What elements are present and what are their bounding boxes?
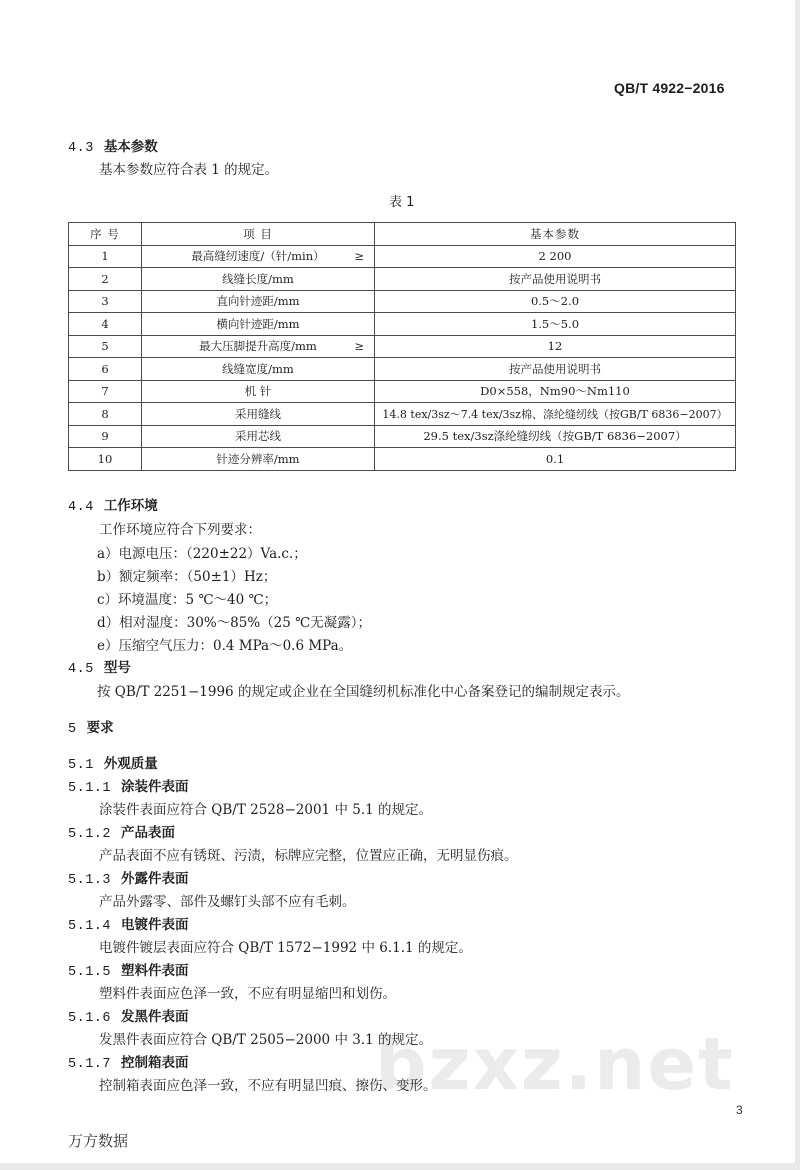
- subsection-5-1-1-text: 涂装件表面应符合 QB/T 2528−2001 中 5.1 的规定。: [99, 802, 432, 818]
- table-row: [69, 403, 736, 426]
- section-4-4-heading: [68, 494, 158, 515]
- table-row: [69, 268, 736, 291]
- subsection-5-1-7-text: 控制箱表面应色泽一致，不应有明显凹痕、擦伤、变形。: [99, 1078, 437, 1094]
- item-label: 横向针迹距/mm: [216, 316, 300, 331]
- item-label: 线缝长度/mm: [222, 271, 294, 286]
- watermark: bzxz.net: [375, 1022, 735, 1106]
- row-no: 10: [69, 448, 142, 471]
- table-caption: 表 1: [389, 195, 415, 210]
- table-row: [69, 313, 736, 336]
- source-label: 万方数据: [68, 1132, 129, 1150]
- env-item-a: a）电源电压：（220±22）Va.c.；: [97, 546, 307, 562]
- subsection-5-1-4-text: 电镀件镀层表面应符合 QB/T 1572−1992 中 6.1.1 的规定。: [99, 940, 472, 956]
- section-number: 5.1.6: [68, 1011, 112, 1026]
- row-item: [142, 425, 375, 448]
- section-title: 产品表面: [121, 825, 176, 841]
- row-value: D0×558，Nm90～Nm110: [375, 380, 736, 403]
- section-number: 4.5: [68, 662, 94, 677]
- subsection-5-1-2-heading: [68, 821, 175, 842]
- row-no: 6: [69, 358, 142, 381]
- row-value: 12: [375, 335, 736, 358]
- section-title: 工作环境: [103, 498, 158, 514]
- subsection-5-1-5-heading: [68, 959, 189, 980]
- subsection-5-1-1-heading: [68, 775, 189, 796]
- standard-code: QB/T 4922−2016: [614, 80, 725, 96]
- item-label: 采用芯线: [235, 429, 281, 444]
- row-item: [142, 290, 375, 313]
- item-label: 针迹分辨率/mm: [216, 451, 300, 466]
- row-no: 1: [69, 245, 142, 268]
- item-label: 线缝宽度/mm: [222, 361, 294, 376]
- section-number: 5: [68, 722, 77, 737]
- section-title: 外露件表面: [121, 871, 189, 887]
- table-header-row: [69, 223, 736, 246]
- row-value: 29.5 tex/3sz涤纶缝纫线（按GB/T 6836−2007）: [375, 425, 736, 448]
- section-4-3-heading: [68, 135, 158, 156]
- section-number: 5.1.1: [68, 781, 112, 796]
- item-label: 最大压脚提升高度/mm: [199, 339, 317, 354]
- table-row: [69, 290, 736, 313]
- table-row: [69, 335, 736, 358]
- section-number: 5.1.3: [68, 873, 112, 888]
- section-number: 5.1.4: [68, 919, 112, 934]
- row-value: 按产品使用说明书: [375, 268, 736, 291]
- row-item: [142, 403, 375, 426]
- section-number: 4.3: [68, 141, 94, 156]
- section-5-heading: [68, 716, 114, 737]
- subsection-5-1-2-text: 产品表面不应有锈斑、污渍，标牌应完整，位置应正确，无明显伤痕。: [99, 848, 518, 864]
- geq-symbol: ≥: [354, 338, 364, 353]
- section-title: 发黑件表面: [121, 1009, 189, 1025]
- table-row: [69, 358, 736, 381]
- row-value: 2 200: [375, 245, 736, 268]
- section-title: 型号: [103, 660, 131, 676]
- row-value: 1.5～5.0: [375, 313, 736, 336]
- table-row: [69, 245, 736, 268]
- table-row: [69, 380, 736, 403]
- section-title: 塑料件表面: [121, 963, 189, 979]
- page-number: 3: [736, 1103, 743, 1117]
- subsection-5-1-5-text: 塑料件表面应色泽一致，不应有明显缩凹和划伤。: [99, 986, 396, 1002]
- subsection-5-1-6-heading: [68, 1005, 189, 1026]
- table-row: [69, 448, 736, 471]
- section-title: 涂装件表面: [121, 779, 189, 795]
- section-title: 要求: [86, 720, 114, 736]
- item-label: 直向针迹距/mm: [216, 294, 300, 309]
- section-title: 电镀件表面: [121, 917, 189, 933]
- section-number: 5.1.2: [68, 827, 112, 842]
- env-item-d: d）相对湿度：30%～85%（25 ℃无凝露）；: [97, 615, 371, 631]
- header-value: 基本参数: [375, 223, 736, 246]
- item-label: 最高缝纫速度/（针/min）: [191, 249, 325, 264]
- subsection-5-1-3-heading: [68, 867, 189, 888]
- row-no: 3: [69, 290, 142, 313]
- section-4-4-intro: 工作环境应符合下列要求：: [99, 522, 261, 538]
- header-no: 序 号: [69, 223, 142, 246]
- subsection-5-1-4-heading: [68, 913, 189, 934]
- section-4-3-text: 基本参数应符合表 1 的规定。: [99, 162, 279, 178]
- row-item: [142, 448, 375, 471]
- section-4-5-text: 按 QB/T 2251−1996 的规定或企业在全国缝纫机标准化中心备案登记的编制规定表示。: [97, 684, 630, 700]
- section-number: 5.1: [68, 758, 94, 773]
- row-no: 5: [69, 335, 142, 358]
- section-title: 基本参数: [103, 139, 158, 155]
- row-no: 4: [69, 313, 142, 336]
- section-5-1-heading: [68, 752, 158, 773]
- section-4-5-heading: [68, 656, 131, 677]
- section-title: 外观质量: [103, 756, 158, 772]
- row-item: [142, 245, 375, 268]
- row-item: [142, 335, 375, 358]
- row-item: [142, 380, 375, 403]
- row-value: 按产品使用说明书: [375, 358, 736, 381]
- row-value: 0.5～2.0: [375, 290, 736, 313]
- row-item: [142, 358, 375, 381]
- row-no: 9: [69, 425, 142, 448]
- row-item: [142, 268, 375, 291]
- header-item: 项 目: [142, 223, 375, 246]
- row-no: 2: [69, 268, 142, 291]
- section-title: 控制箱表面: [121, 1055, 189, 1071]
- row-value: 14.8 tex/3sz～7.4 tex/3sz棉、涤纶缝纫线（按GB/T 6836−2007）: [375, 403, 736, 426]
- row-no: 7: [69, 380, 142, 403]
- geq-symbol: ≥: [354, 248, 364, 263]
- subsection-5-1-3-text: 产品外露零、部件及螺钉头部不应有毛刺。: [99, 894, 356, 910]
- env-item-c: c）环境温度：5 ℃～40 ℃；: [97, 592, 278, 608]
- section-number: 4.4: [68, 500, 94, 515]
- row-value: 0.1: [375, 448, 736, 471]
- section-number: 5.1.5: [68, 965, 112, 980]
- item-label: 机 针: [244, 384, 272, 399]
- subsection-5-1-6-text: 发黑件表面应符合 QB/T 2505−2000 中 3.1 的规定。: [99, 1032, 432, 1048]
- env-item-e: e）压缩空气压力：0.4 MPa～0.6 MPa。: [97, 638, 353, 654]
- basic-parameters-table: [68, 222, 736, 471]
- row-no: 8: [69, 403, 142, 426]
- row-item: [142, 313, 375, 336]
- subsection-5-1-7-heading: [68, 1051, 189, 1072]
- item-label: 采用缝线: [235, 406, 281, 421]
- section-number: 5.1.7: [68, 1057, 112, 1072]
- env-item-b: b）额定频率：（50±1）Hz；: [97, 569, 277, 585]
- table-row: [69, 425, 736, 448]
